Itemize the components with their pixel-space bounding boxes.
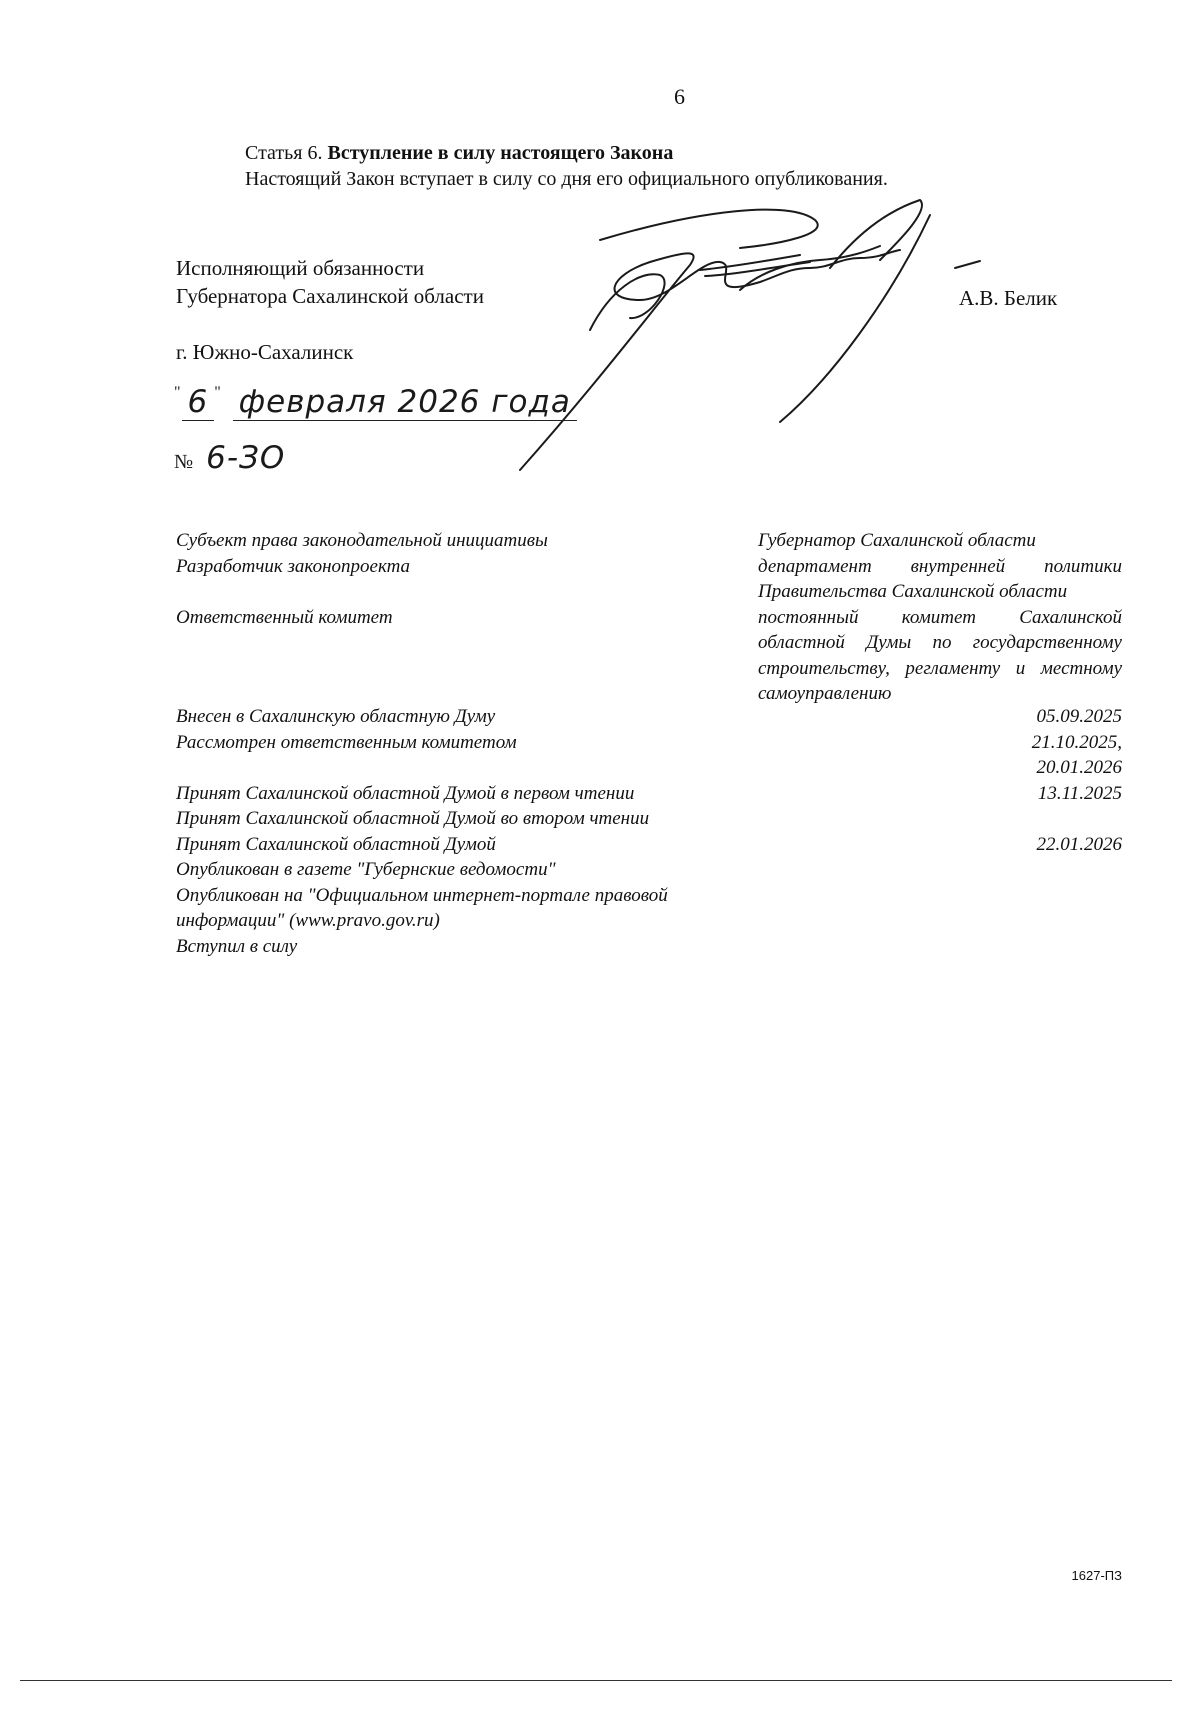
info-spacer [176, 579, 548, 605]
signatory-position-line1: Исполняющий обязанности [176, 256, 425, 280]
date-first-reading: 13.11.2025 [1037, 782, 1122, 804]
signatory-position-line2: Губернатора Сахалинской области [176, 284, 484, 308]
city-line: г. Южно-Сахалинск [176, 340, 354, 364]
signing-day: 6 [182, 384, 215, 421]
info-label-subject: Субъект права законодательной инициативы [176, 530, 548, 551]
open-quote-mark: " [174, 384, 182, 401]
article-title: Вступление в силу настоящего Закона [327, 142, 674, 164]
signatory-name: А.В. Белик [959, 286, 1058, 310]
page-number: 6 [674, 84, 685, 109]
signing-date [174, 384, 577, 420]
document-code: 1627-ПЗ [1071, 1568, 1122, 1583]
stage-first-reading: Принят Сахалинской областной Думой в первом чтении [176, 782, 635, 804]
stage-spacer [176, 755, 668, 781]
stage-second-reading: Принят Сахалинской областной Думой во втором чтении [176, 808, 650, 829]
article-body: Настоящий Закон вступает в силу со дня его официального опубликования. [245, 168, 888, 190]
date-second-reading [1032, 806, 1122, 832]
stage-introduced: Внесен в Сахалинскую областную Думу [176, 706, 496, 727]
info-value-committee: постоянный комитет Сахалинской областной Думы по государственному строительству, регламенту и местному самоуправлению [758, 606, 1122, 704]
stage-entered-into-force: Вступил в силу [176, 935, 298, 957]
info-label-committee: Ответственный комитет [176, 606, 393, 628]
info-left-top [176, 528, 548, 630]
stage-adopted: Принят Сахалинской областной Думой [176, 833, 496, 855]
date-committee-review-2: 20.01.2026 [1036, 757, 1122, 778]
stages-list [176, 704, 668, 959]
footer-rule [20, 1680, 1172, 1681]
date-committee-review-1: 21.10.2025, [1031, 731, 1122, 753]
info-label-developer: Разработчик законопроекта [176, 555, 411, 577]
stage-published-newspaper: Опубликован в газете "Губернские ведомости" [176, 859, 556, 880]
stage-committee-review: Рассмотрен ответственным комитетом [176, 731, 517, 753]
date-introduced: 05.09.2025 [1036, 706, 1122, 727]
stage-published-portal-line2: информации" (www.pravo.gov.ru) [176, 910, 440, 931]
info-value-subject: Губернатор Сахалинской области [758, 530, 1036, 551]
info-right-top [758, 528, 1122, 707]
law-number: 6-ЗО [206, 440, 286, 476]
date-adopted: 22.01.2026 [1036, 833, 1122, 855]
stage-dates [1032, 704, 1122, 857]
article-prefix: Статья 6. [245, 142, 323, 164]
close-quote-mark: " [214, 384, 222, 401]
stage-published-portal-line1: Опубликован на "Официальном интернет-портале правовой [176, 884, 668, 906]
number-sign: № [174, 451, 195, 473]
info-value-developer: департамент внутренней политики Правительства Сахалинской области [758, 555, 1122, 602]
law-number-line [174, 440, 285, 476]
signing-month-year: февраля 2026 года [233, 384, 577, 421]
